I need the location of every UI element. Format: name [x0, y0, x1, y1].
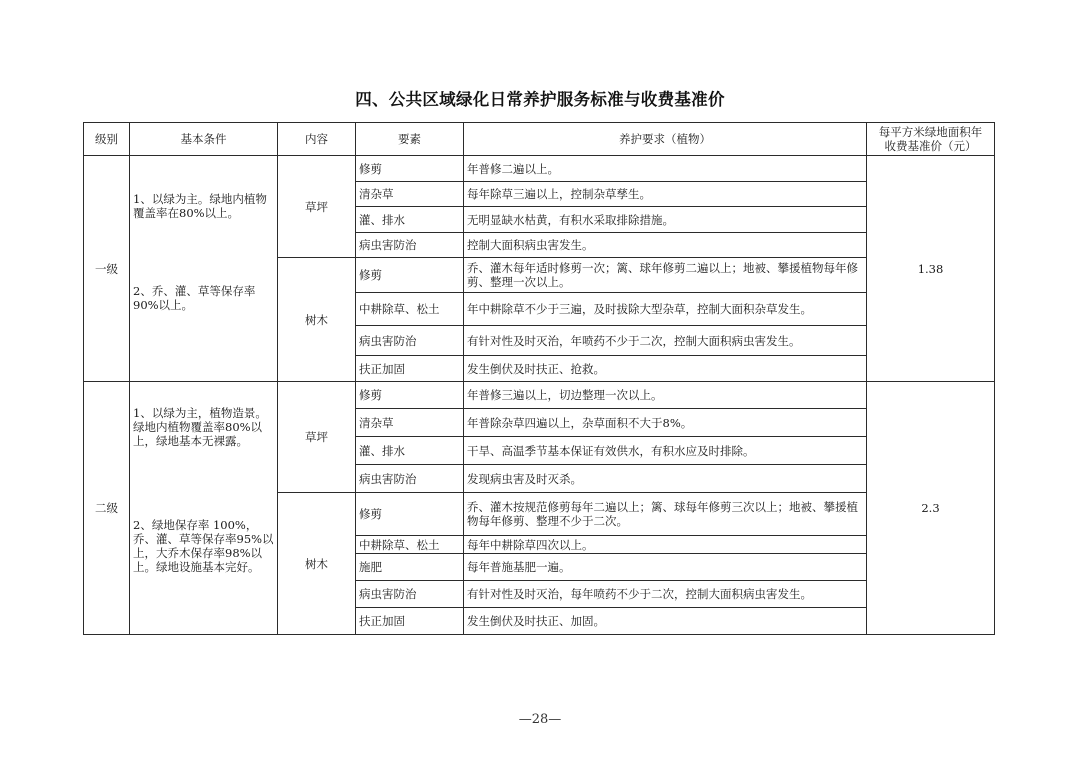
requirement-cell: 年普修二遍以上。 — [464, 156, 867, 182]
requirement-cell: 有针对性及时灭治，年喷药不少于二次，控制大面积病虫害发生。 — [464, 326, 867, 356]
header-price-line1: 每平方米绿地面积年 — [878, 125, 983, 139]
requirement-cell: 年中耕除草不少于三遍，及时拔除大型杂草，控制大面积杂草发生。 — [464, 293, 867, 326]
requirement-cell: 每年普施基肥一遍。 — [464, 554, 867, 581]
requirement-cell: 干旱、高温季节基本保证有效供水，有积水应及时排除。 — [464, 437, 867, 465]
service-standard-table — [83, 122, 995, 635]
level-cell: 一级 — [84, 156, 130, 382]
table-row — [84, 156, 995, 182]
element-cell: 灌、排水 — [356, 437, 464, 465]
condition-2: 2、乔、灌、草等保存率90%以上。 — [133, 284, 256, 312]
element-cell: 扶正加固 — [356, 608, 464, 635]
requirement-cell: 乔、灌木每年适时修剪一次；篱、球年修剪二遍以上；地被、攀援植物每年修剪、整理一次以上。 — [464, 258, 867, 293]
table-row — [84, 382, 995, 409]
element-cell: 灌、排水 — [356, 207, 464, 233]
requirement-cell: 年普修三遍以上，切边整理一次以上。 — [464, 382, 867, 409]
requirement-cell: 每年除草三遍以上，控制杂草孳生。 — [464, 182, 867, 207]
element-cell: 修剪 — [356, 493, 464, 536]
condition-1: 1、以绿为主，植物造景。绿地内植物覆盖率80%以上，绿地基本无裸露。 — [133, 406, 267, 448]
header-requirement: 养护要求（植物） — [464, 123, 867, 156]
element-cell: 清杂草 — [356, 182, 464, 207]
element-cell: 病虫害防治 — [356, 233, 464, 258]
requirement-cell: 控制大面积病虫害发生。 — [464, 233, 867, 258]
element-cell: 修剪 — [356, 382, 464, 409]
page-number: —28— — [518, 712, 562, 727]
requirement-cell: 乔、灌木按规范修剪每年二遍以上；篱、球每年修剪三次以上；地被、攀援植物每年修剪、整理不少于二次。 — [464, 493, 867, 536]
requirement-cell: 每年中耕除草四次以上。 — [464, 536, 867, 554]
element-cell: 中耕除草、松土 — [356, 293, 464, 326]
element-cell: 修剪 — [356, 156, 464, 182]
requirement-cell: 发生倒伏及时扶正、加固。 — [464, 608, 867, 635]
content-cell: 草坪 — [278, 156, 356, 258]
element-cell: 扶正加固 — [356, 356, 464, 382]
header-level: 级别 — [84, 123, 130, 156]
condition-cell — [130, 382, 278, 635]
header-element: 要素 — [356, 123, 464, 156]
page-title: 四、公共区域绿化日常养护服务标准与收费基准价 — [355, 90, 725, 109]
content-cell: 树木 — [278, 258, 356, 382]
element-cell: 中耕除草、松土 — [356, 536, 464, 554]
element-cell: 修剪 — [356, 258, 464, 293]
header-price-line2: 收费基准价（元） — [884, 139, 977, 153]
header-price — [867, 123, 995, 156]
table-header-row — [84, 123, 995, 156]
header-condition: 基本条件 — [130, 123, 278, 156]
price-cell: 1.38 — [867, 156, 995, 382]
condition-1: 1、以绿为主。绿地内植物覆盖率在80%以上。 — [133, 192, 267, 220]
requirement-cell: 发生倒伏及时扶正、抢救。 — [464, 356, 867, 382]
header-content: 内容 — [278, 123, 356, 156]
element-cell: 施肥 — [356, 554, 464, 581]
requirement-cell: 发现病虫害及时灭杀。 — [464, 465, 867, 493]
element-cell: 病虫害防治 — [356, 581, 464, 608]
element-cell: 病虫害防治 — [356, 326, 464, 356]
requirement-cell: 有针对性及时灭治，每年喷药不少于二次，控制大面积病虫害发生。 — [464, 581, 867, 608]
element-cell: 病虫害防治 — [356, 465, 464, 493]
requirement-cell: 年普除杂草四遍以上，杂草面积不大于8%。 — [464, 409, 867, 437]
content-cell: 树木 — [278, 493, 356, 635]
content-cell: 草坪 — [278, 382, 356, 493]
condition-cell — [130, 156, 278, 382]
condition-2: 2、绿地保存率 100%，乔、灌、草等保存率95%以上，大乔木保存率98%以上。绿地设施基本完好。 — [133, 518, 274, 574]
element-cell: 清杂草 — [356, 409, 464, 437]
requirement-cell: 无明显缺水枯黄，有积水采取排除措施。 — [464, 207, 867, 233]
price-cell: 2.3 — [867, 382, 995, 635]
level-cell: 二级 — [84, 382, 130, 635]
